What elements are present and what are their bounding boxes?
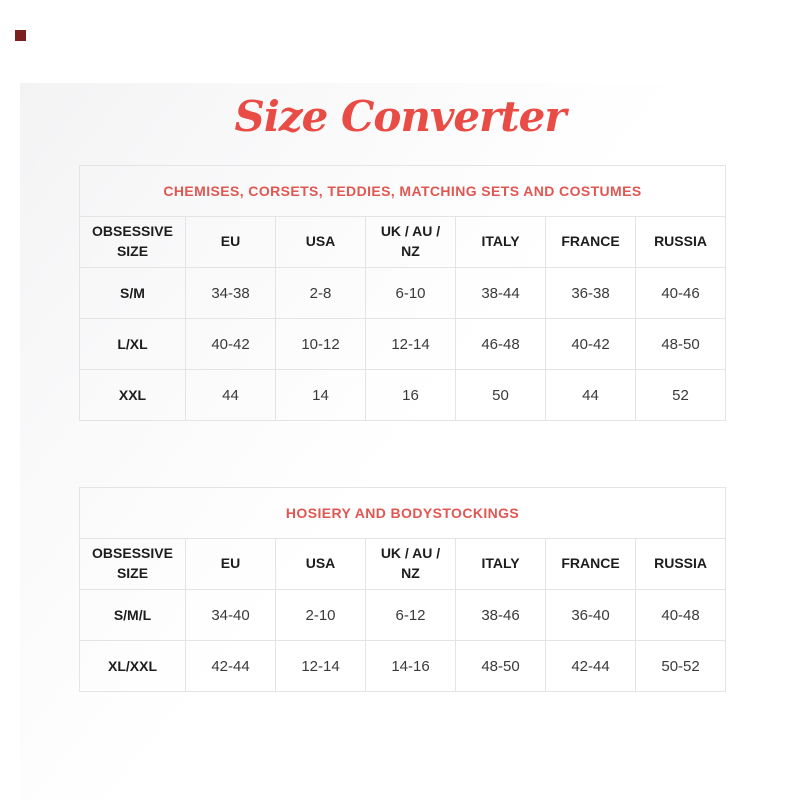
size-value-cell: 42-44 [546,641,636,692]
size-value-cell: 52 [636,370,726,421]
column-header: UK / AU / NZ [366,539,456,590]
size-value-cell: 50 [456,370,546,421]
size-value-cell: 34-38 [186,268,276,319]
size-value-cell: 50-52 [636,641,726,692]
size-value-cell: 6-12 [366,590,456,641]
size-table-chemises-corsets [79,165,726,421]
column-header: EU [186,539,276,590]
size-value-cell: 6-10 [366,268,456,319]
column-header: USA [276,539,366,590]
size-value-cell: 10-12 [276,319,366,370]
size-table-hosiery [79,487,726,692]
row-label-cell: S/M [80,268,186,319]
table-row [80,370,726,421]
row-label-cell: S/M/L [80,590,186,641]
size-value-cell: 40-42 [546,319,636,370]
column-header: RUSSIA [636,217,726,268]
row-label-cell: XXL [80,370,186,421]
size-value-cell: 14-16 [366,641,456,692]
size-value-cell: 46-48 [456,319,546,370]
column-header: RUSSIA [636,539,726,590]
size-value-cell: 2-8 [276,268,366,319]
column-header: UK / AU / NZ [366,217,456,268]
table-caption-row [80,488,726,539]
column-header: OBSESSIVE SIZE [80,539,186,590]
size-value-cell: 38-46 [456,590,546,641]
table-row [80,590,726,641]
table-row [80,641,726,692]
table-caption: HOSIERY AND BODYSTOCKINGS [80,488,726,539]
column-header-row [80,539,726,590]
table-row [80,268,726,319]
size-value-cell: 44 [186,370,276,421]
row-label-cell: XL/XXL [80,641,186,692]
column-header: USA [276,217,366,268]
size-value-cell: 42-44 [186,641,276,692]
size-value-cell: 48-50 [456,641,546,692]
size-value-cell: 14 [276,370,366,421]
size-value-cell: 16 [366,370,456,421]
size-value-cell: 36-40 [546,590,636,641]
table-caption: CHEMISES, CORSETS, TEDDIES, MATCHING SETS AND COSTUMES [80,166,726,217]
corner-marker-square [15,30,26,41]
size-value-cell: 12-14 [366,319,456,370]
size-value-cell: 40-42 [186,319,276,370]
size-value-cell: 34-40 [186,590,276,641]
column-header: OBSESSIVE SIZE [80,217,186,268]
column-header: FRANCE [546,217,636,268]
page-title: Size Converter [234,92,566,141]
size-value-cell: 48-50 [636,319,726,370]
column-header: ITALY [456,539,546,590]
size-value-cell: 44 [546,370,636,421]
column-header: ITALY [456,217,546,268]
table-row [80,319,726,370]
size-value-cell: 36-38 [546,268,636,319]
size-value-cell: 2-10 [276,590,366,641]
size-value-cell: 40-46 [636,268,726,319]
row-label-cell: L/XL [80,319,186,370]
column-header-row [80,217,726,268]
size-value-cell: 38-44 [456,268,546,319]
size-value-cell: 40-48 [636,590,726,641]
table-caption-row [80,166,726,217]
size-value-cell: 12-14 [276,641,366,692]
column-header: EU [186,217,276,268]
column-header: FRANCE [546,539,636,590]
